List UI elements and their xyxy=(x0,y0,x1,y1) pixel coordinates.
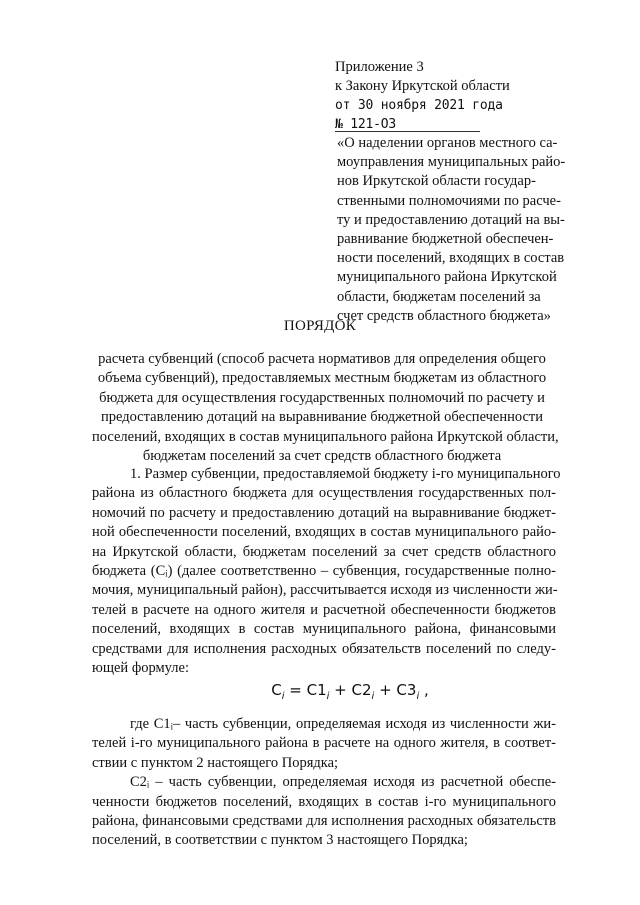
paragraph-line: района из областного бюджета для осуществления государственных пол- xyxy=(92,485,556,502)
paragraph-line: поселений, входящих в состав муниципального района, финансовыми xyxy=(92,621,556,638)
law-title-line: моуправления муниципальных райо- xyxy=(337,154,566,171)
law-title-line: нов Иркутской области государ- xyxy=(337,173,536,190)
paragraph-line: ченности бюджетов поселений, входящих в состав i-го муниципального xyxy=(92,793,556,810)
annex-date: от 30 ноября 2021 года xyxy=(335,98,503,113)
formula-term-1: = C1 xyxy=(284,681,327,699)
formula-subscript: i xyxy=(326,691,330,702)
formula-subscript: i xyxy=(416,691,420,702)
paragraph-line: района, финансовыми средствами для исполнения расходных обязательств xyxy=(92,813,556,830)
paragraph-line: на Иркутской области, бюджетам поселений за счет средств областного xyxy=(92,543,556,560)
paragraph-line: ной обеспеченности поселений, входящих в состав муниципального райо- xyxy=(92,524,556,541)
paragraph-line: C2ᵢ – часть субвенции, определяемая исходя из расчетной обеспе- xyxy=(130,774,556,791)
law-title xyxy=(337,134,577,326)
paragraph-line: телей i-го муниципального района в расчете на одного жителя, в соответ- xyxy=(92,735,556,752)
paragraph-line: мочия, муниципальный район), рассчитывается исходя из численности жи- xyxy=(92,582,558,599)
paragraph-1 xyxy=(92,465,561,678)
paragraph-line: бюджета (Cᵢ) (далее соответственно – субвенция, государственные полно- xyxy=(92,563,556,580)
annex-number-underline xyxy=(335,131,480,132)
paragraph-line: телей в расчете на одного жителя и расчетной обеспеченности бюджетов xyxy=(92,601,556,618)
law-title-line: области, бюджетам поселений за xyxy=(337,288,541,305)
subheading-line: бюджета для осуществления государственных полномочий по расчету и xyxy=(99,389,545,406)
law-title-line: муниципального района Иркутской xyxy=(337,269,557,286)
law-title-line: равнивание бюджетной обеспечен- xyxy=(337,231,554,248)
paragraph-line: средствами для исполнения расходных обязательств поселений по следу- xyxy=(92,640,556,657)
annex-law-number-text: № 121-ОЗ xyxy=(335,117,397,132)
formula-lhs: C xyxy=(271,681,282,699)
paragraph-2 xyxy=(92,715,556,851)
formula-term-3: + C3 xyxy=(374,681,417,699)
formula-term-2: + C2 xyxy=(329,681,372,699)
subheading-line: бюджетам поселений за счет средств областного бюджета xyxy=(142,448,502,465)
subheading-line: объема субвенций), предоставляемых местным бюджетам из областного xyxy=(97,370,547,387)
paragraph-line: ющей формуле: xyxy=(92,660,189,677)
formula-subscript: i xyxy=(281,691,285,702)
annex-law-reference: к Закону Иркутской области xyxy=(335,78,510,94)
law-title-line: «О наделении органов местного са- xyxy=(337,135,558,151)
document-heading: ПОРЯДОК xyxy=(283,318,357,334)
subheading-line: расчета субвенций (способ расчета нормативов для определения общего xyxy=(98,351,546,367)
annex-number: Приложение 3 xyxy=(335,59,424,75)
paragraph-line: поселений, в соответствии с пунктом 3 настоящего Порядка; xyxy=(92,832,468,849)
annex-header xyxy=(335,58,595,134)
formula xyxy=(0,681,640,702)
paragraph-line: 1. Размер субвенции, предоставляемой бюджету i-го муниципального xyxy=(130,466,561,482)
law-title-line: ственными полномочиями по расче- xyxy=(337,192,561,209)
law-title-line: ности поселений, входящих в состав xyxy=(337,250,565,267)
annex-law-number xyxy=(335,115,396,134)
paragraph-line: ствии с пунктом 2 настоящего Порядка; xyxy=(92,754,339,771)
law-title-line: счет средств областного бюджета» xyxy=(337,307,551,324)
subheading-line: предоставлению дотаций на выравнивание бюджетной обеспеченности xyxy=(100,409,544,426)
subheading-line: поселений, входящих в состав муниципального района Иркутской области, xyxy=(92,428,559,445)
law-title-line: ту и предоставлению дотаций на вы- xyxy=(337,211,565,228)
paragraph-line: номочий по расчету и предоставлению дотаций на выравнивание бюджет- xyxy=(92,504,556,521)
formula-subscript: i xyxy=(371,691,375,702)
document-subheading xyxy=(92,350,559,466)
paragraph-line: где C1ᵢ– часть субвенции, определяемая исходя из численности жи- xyxy=(130,716,556,732)
formula-tail: , xyxy=(419,681,429,699)
